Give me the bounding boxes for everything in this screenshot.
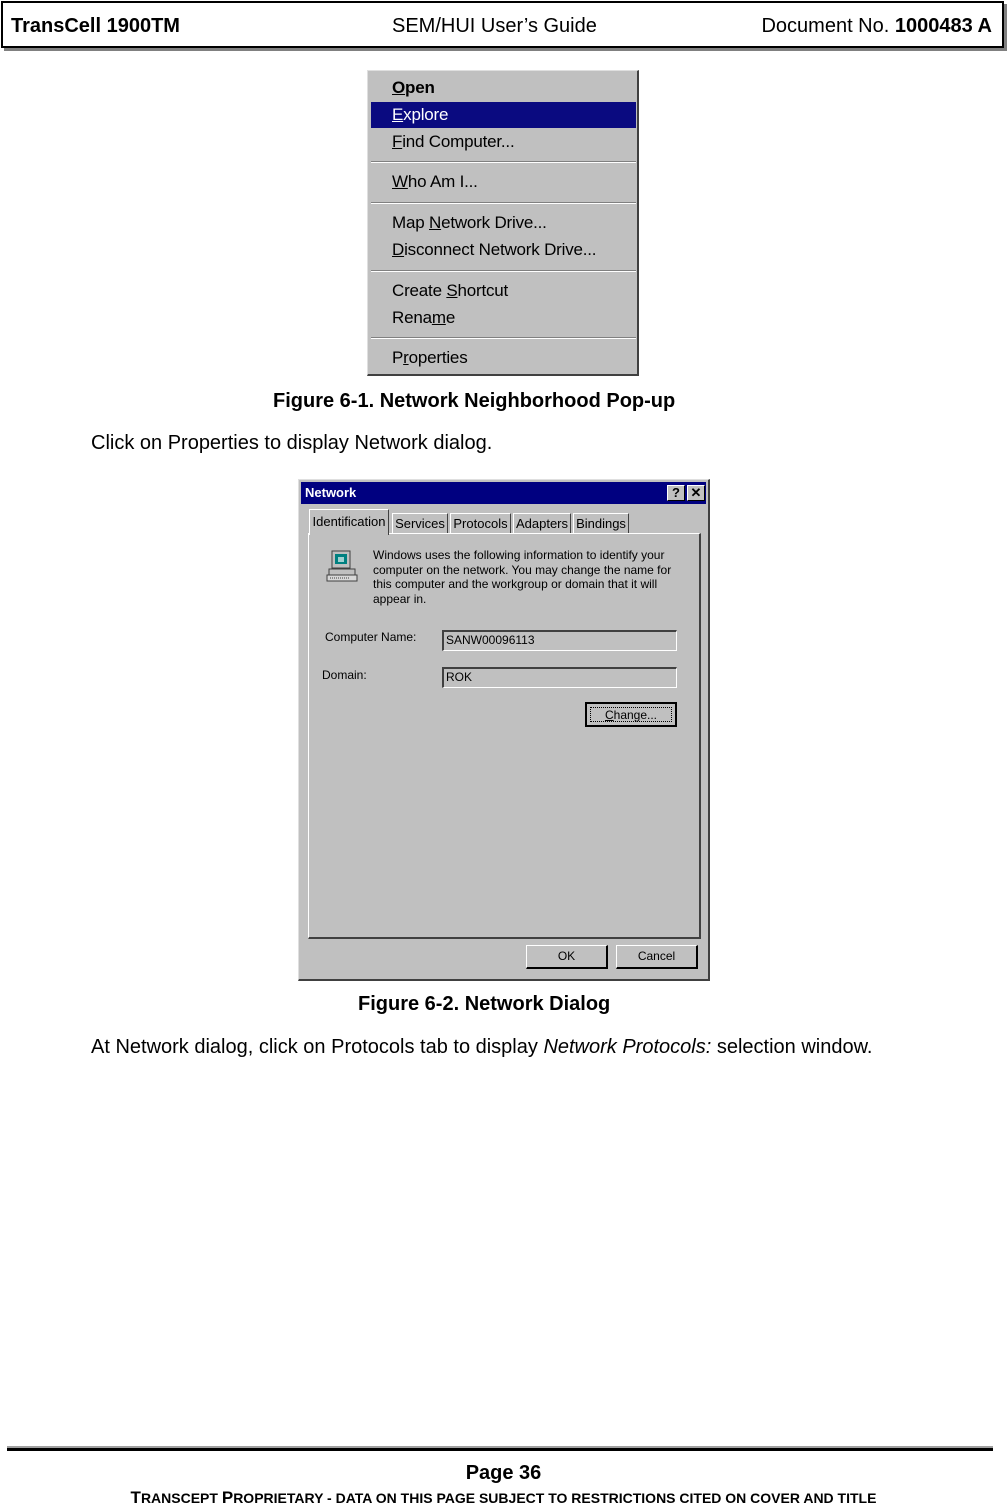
doc-number-value: 1000483 A xyxy=(894,15,992,37)
footer-divider xyxy=(7,1446,993,1451)
menu-item-find-computer[interactable]: Find Computer... xyxy=(392,132,515,151)
menu-item-create-shortcut[interactable]: Create Shortcut xyxy=(392,281,509,300)
guide-title: SEM/HUI User’s Guide xyxy=(392,15,597,37)
product-name: TransCell 1900TM xyxy=(11,15,180,37)
menu-separator xyxy=(371,337,636,339)
tab-protocols[interactable]: Protocols xyxy=(450,513,511,535)
menu-separator xyxy=(371,270,636,272)
domain-label: Domain: xyxy=(322,668,367,682)
computer-name-label: Computer Name: xyxy=(325,630,417,644)
ok-button[interactable]: OK xyxy=(526,945,608,969)
figure-6-1-caption: Figure 6-1. Network Neighborhood Pop-up xyxy=(273,390,676,412)
dialog-titlebar xyxy=(301,482,706,504)
close-button[interactable] xyxy=(687,485,705,501)
menu-item-map-network-drive[interactable]: Map Network Drive... xyxy=(392,213,547,232)
network-dialog xyxy=(298,479,710,981)
page-header xyxy=(1,1,1004,48)
document-number xyxy=(761,15,992,38)
figure-6-2-caption: Figure 6-2. Network Dialog xyxy=(358,993,611,1015)
help-button[interactable] xyxy=(667,485,685,501)
menu-item-disconnect-network-drive[interactable]: Disconnect Network Drive... xyxy=(392,240,597,259)
tab-bindings[interactable]: Bindings xyxy=(573,513,629,535)
identification-info-text: Windows uses the following information to identify your computer on the network. You may change the name for this computer and the workgroup or domain that it will appear in. xyxy=(373,548,672,606)
menu-item-rename[interactable]: Rename xyxy=(392,308,456,327)
tab-adapters[interactable]: Adapters xyxy=(513,513,571,535)
computer-name-field[interactable]: SANW00096113 xyxy=(442,630,677,651)
instruction-paragraph-1: Click on Properties to display Network dialog. xyxy=(91,432,493,454)
doc-label: Document No. xyxy=(761,15,890,37)
instruction-paragraph-2: At Network dialog, click on Protocols tab to display Network Protocols: selection window. xyxy=(91,1036,873,1058)
proprietary-notice: TRANSCEPT PROPRIETARY - DATA ON THIS PAGE SUBJECT TO RESTRICTIONS CITED ON COVER AND TITLE xyxy=(130,1488,877,1507)
tab-identification[interactable]: Identification xyxy=(309,509,389,535)
close-icon: ✕ xyxy=(690,485,702,500)
domain-field[interactable]: ROK xyxy=(442,667,677,688)
change-button[interactable]: Change... xyxy=(585,702,677,727)
menu-separator xyxy=(371,202,636,204)
menu-item-explore[interactable]: Explore xyxy=(371,102,636,128)
dialog-title: Network xyxy=(305,485,357,500)
cancel-button[interactable]: Cancel xyxy=(616,945,698,969)
identification-panel xyxy=(308,533,701,939)
menu-item-who-am-i[interactable]: Who Am I... xyxy=(392,172,478,191)
menu-item-open[interactable]: Open xyxy=(392,78,435,97)
tab-services[interactable]: Services xyxy=(392,513,448,535)
page-number: Page 36 xyxy=(465,1462,542,1484)
computer-icon xyxy=(326,550,360,584)
menu-item-properties[interactable]: Properties xyxy=(392,348,468,367)
network-neighborhood-popup-menu xyxy=(367,70,639,376)
menu-separator xyxy=(371,161,636,163)
help-icon: ? xyxy=(672,485,680,500)
